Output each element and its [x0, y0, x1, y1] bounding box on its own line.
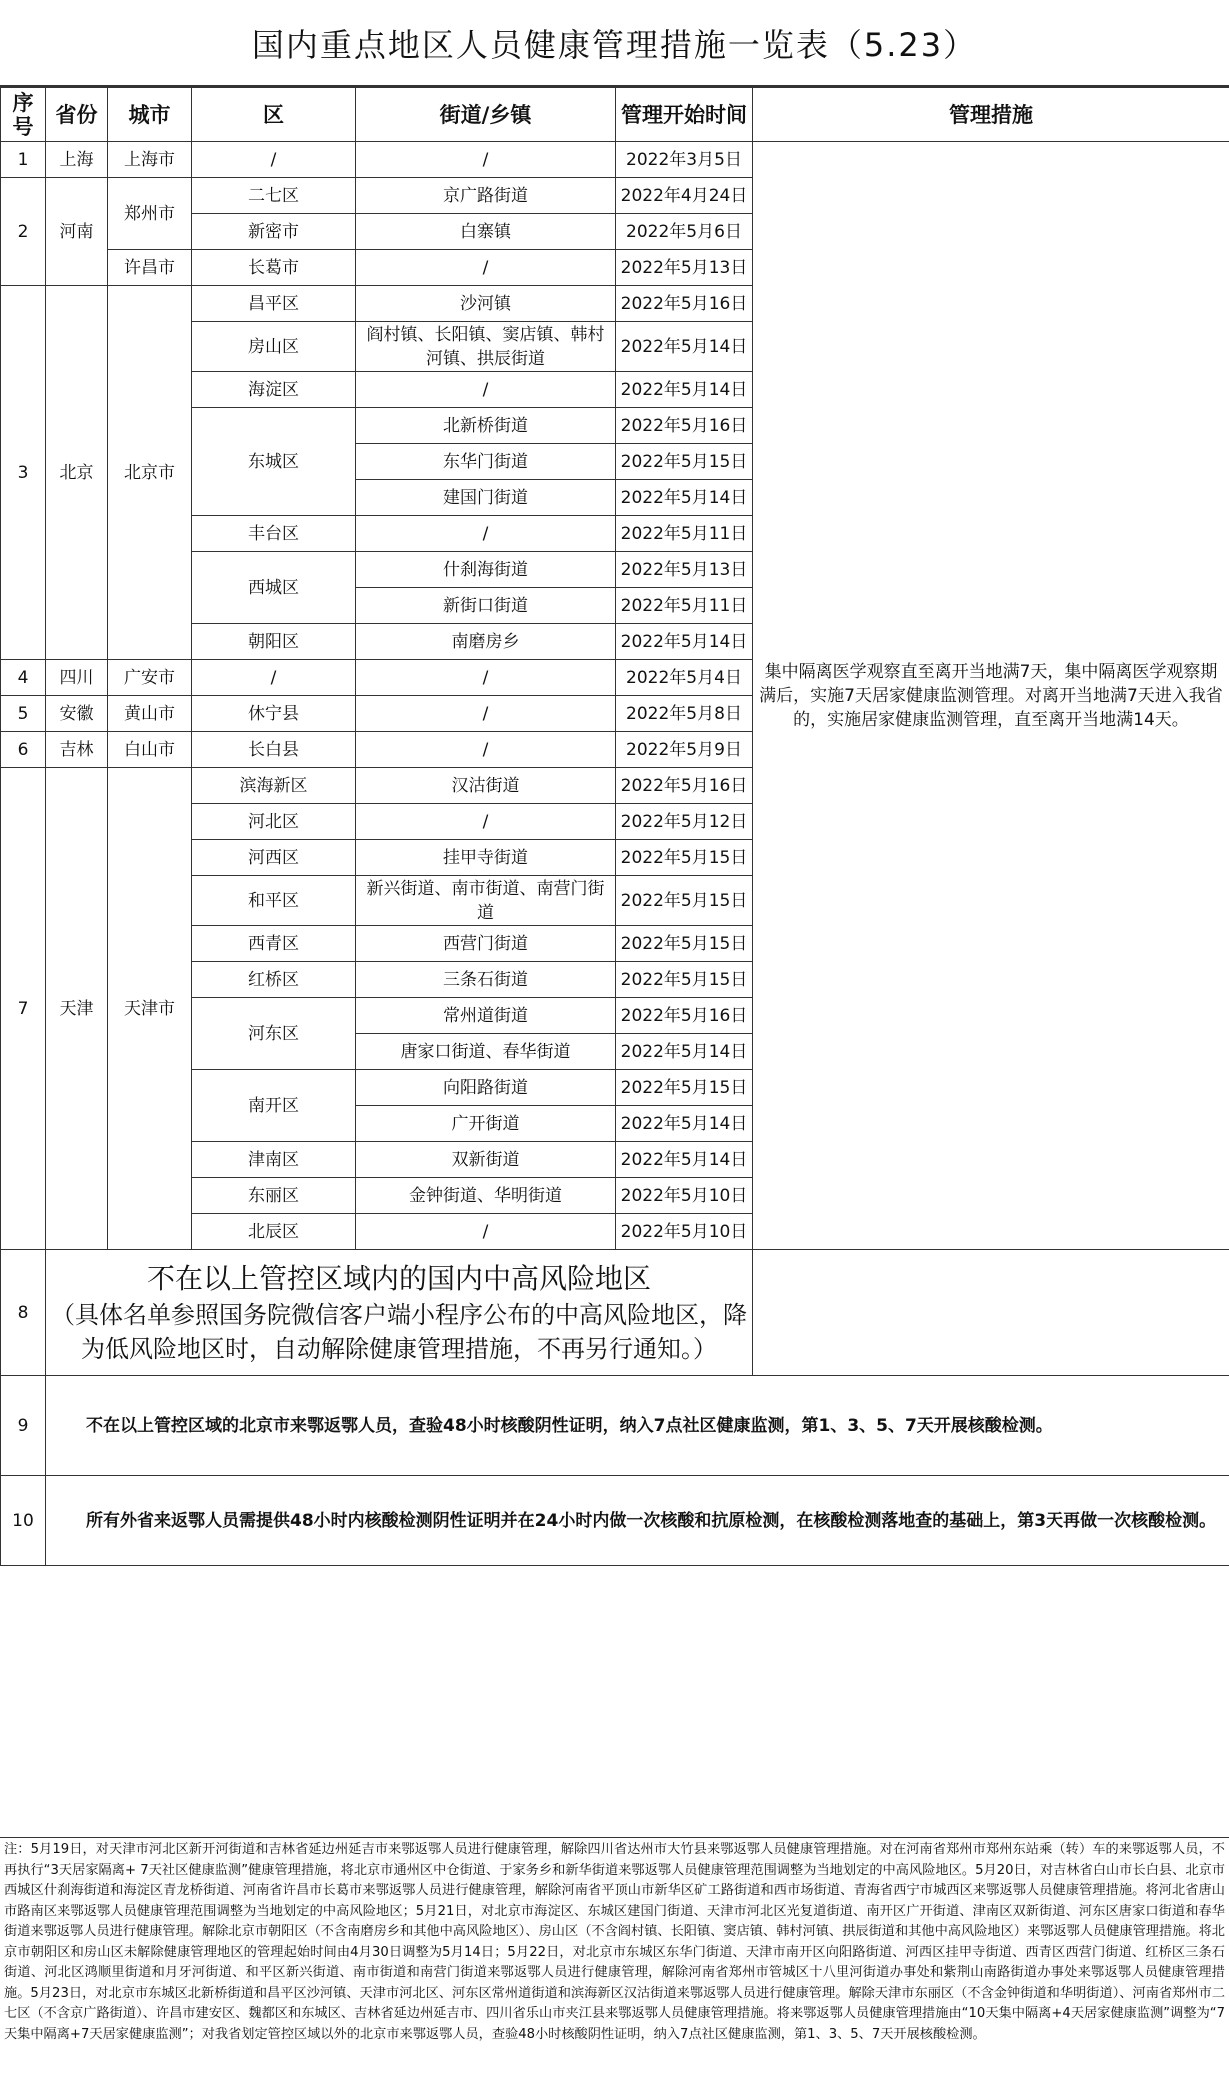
start-date-cell: 2022年5月14日	[616, 1106, 753, 1142]
measure-cell: 集中隔离医学观察直至离开当地满7天，集中隔离医学观察期满后，实施7天居家健康监测管理。对离开当地满7天进入我省的，实施居家健康监测管理，直至离开当地满14天。	[753, 142, 1229, 1250]
street-cell: 东华门街道	[356, 444, 616, 480]
province-cell: 河南	[46, 178, 108, 286]
street-cell: /	[356, 372, 616, 408]
district-cell: 新密市	[192, 214, 356, 250]
table-row-9	[1, 1376, 1229, 1476]
street-cell: 广开街道	[356, 1106, 616, 1142]
street-cell: 汉沽街道	[356, 768, 616, 804]
street-cell: 新兴街道、南市街道、南营门街道	[356, 876, 616, 926]
start-date-cell: 2022年5月14日	[616, 1034, 753, 1070]
district-cell: 东城区	[192, 408, 356, 516]
street-cell: /	[356, 804, 616, 840]
street-cell: /	[356, 142, 616, 178]
city-cell: 天津市	[108, 768, 192, 1250]
district-cell: 二七区	[192, 178, 356, 214]
header-street: 街道/乡镇	[356, 88, 616, 142]
row-number: 2	[1, 178, 46, 286]
district-cell: 津南区	[192, 1142, 356, 1178]
table-row-10	[1, 1476, 1229, 1566]
street-cell: 京广路街道	[356, 178, 616, 214]
street-cell: 挂甲寺街道	[356, 840, 616, 876]
street-cell: /	[356, 516, 616, 552]
street-cell: 金钟街道、华明街道	[356, 1178, 616, 1214]
start-date-cell: 2022年5月16日	[616, 286, 753, 322]
street-cell: 什刹海街道	[356, 552, 616, 588]
table-row-8	[1, 1250, 1229, 1376]
district-cell: 休宁县	[192, 696, 356, 732]
district-cell: 滨海新区	[192, 768, 356, 804]
start-date-cell: 2022年5月15日	[616, 926, 753, 962]
row-number: 4	[1, 660, 46, 696]
street-cell: 白寨镇	[356, 214, 616, 250]
start-date-cell: 2022年5月16日	[616, 408, 753, 444]
row8-sub: （具体名单参照国务院微信客户端小程序公布的中高风险地区，降为低风险地区时，自动解除健康管理措施，不再另行通知。）	[51, 1300, 747, 1363]
start-date-cell: 2022年5月14日	[616, 322, 753, 372]
street-cell: 常州道街道	[356, 998, 616, 1034]
province-cell: 上海	[46, 142, 108, 178]
start-date-cell: 2022年5月14日	[616, 624, 753, 660]
row-number: 3	[1, 286, 46, 660]
district-cell: 河西区	[192, 840, 356, 876]
district-cell: 和平区	[192, 876, 356, 926]
street-cell: /	[356, 696, 616, 732]
city-cell: 黄山市	[108, 696, 192, 732]
start-date-cell: 2022年5月15日	[616, 876, 753, 926]
city-cell: 北京市	[108, 286, 192, 660]
start-date-cell: 2022年5月13日	[616, 552, 753, 588]
district-cell: 海淀区	[192, 372, 356, 408]
start-date-cell: 2022年5月14日	[616, 480, 753, 516]
management-table	[0, 87, 1229, 1566]
header-measure: 管理措施	[753, 88, 1229, 142]
header-city: 城市	[108, 88, 192, 142]
street-cell: 阎村镇、长阳镇、窦店镇、韩村河镇、拱辰街道	[356, 322, 616, 372]
header-start-date: 管理开始时间	[616, 88, 753, 142]
start-date-cell: 2022年3月5日	[616, 142, 753, 178]
street-cell: /	[356, 250, 616, 286]
footnote: 注：5月19日，对天津市河北区新开河街道和吉林省延边州延吉市来鄂返鄂人员进行健康管理，解除四川省达州市大竹县来鄂返鄂人员健康管理措施。对在河南省郑州市郑州东站乘（转）车的来鄂返鄂人员，不再执行“3天居家隔离+ 7天社区健康监测”健康管理措施，将北京市通州区中仓街道、于家务乡和新华街道来鄂返鄂人员健康管理范围调整为当地划定的中高风险地区。5月20日，对吉林省白山市长白县、北京市西城区什刹海街道和海淀区青龙桥街道、河南省许昌市长葛市来鄂返鄂人员进行健康管理，解除河南省平顶山市新华区矿工路街道和西市场街道、青海省西宁市城西区来鄂返鄂人员健康管理措施。将河北省唐山市路南区来鄂返鄂人员健康管理范围调整为当地划定的中高风险地区；5月21日，对北京市海淀区、东城区建国门街道、天津市河北区光复道街道、南开区广开街道、津南区双新街道、河东区唐家口街道和春华街道来鄂返鄂人员进行健康管理。解除北京市朝阳区（不含南磨房乡和其他中高风险地区）、房山区（不含阎村镇、长阳镇、窦店镇、韩村河镇、拱辰街道和其他中高风险地区）来鄂返鄂人员健康管理措施。将北京市朝阳区和房山区未解除健康管理地区的管理起始时间由4月30日调整为5月14日；5月22日，对北京市东城区东华门街道、天津市南开区向阳路街道、河西区挂甲寺街道、西青区西营门街道、红桥区三条石街道、河北区鸿顺里街道和月牙河街道、和平区新兴街道、南市街道和南营门街道来鄂返鄂人员进行健康管理，解除河南省郑州市管城区十八里河街道办事处和紫荆山南路街道办事处来鄂返鄂人员健康管理措施。5月23日，对北京市东城区北新桥街道和昌平区沙河镇、天津市河北区、河东区常州道街道和滨海新区汉沽街道来鄂返鄂人员进行健康管理。解除天津市东丽区（不含金钟街道和华明街道）、河南省郑州市二七区（不含京广路街道）、许昌市建安区、魏都区和东城区、吉林省延边州延吉市、四川省乐山市夹江县来鄂返鄂人员健康管理措施。将来鄂返鄂人员健康管理措施由“10天集中隔离+4天居家健康监测”调整为“7天集中隔离+7天居家健康监测”；对我省划定管控区域以外的北京市来鄂返鄂人员，查验48小时核酸阴性证明，纳入7点社区健康监测，第1、3、5、7天开展核酸检测。	[0, 1837, 1229, 2093]
district-cell: /	[192, 660, 356, 696]
row-number: 8	[1, 1250, 46, 1376]
start-date-cell: 2022年5月11日	[616, 588, 753, 624]
city-cell: 上海市	[108, 142, 192, 178]
district-cell: 河北区	[192, 804, 356, 840]
start-date-cell: 2022年5月15日	[616, 1070, 753, 1106]
row-number: 7	[1, 768, 46, 1250]
header-district: 区	[192, 88, 356, 142]
province-cell: 天津	[46, 768, 108, 1250]
table-row	[1, 142, 1229, 178]
row-number: 6	[1, 732, 46, 768]
start-date-cell: 2022年4月24日	[616, 178, 753, 214]
street-cell: 唐家口街道、春华街道	[356, 1034, 616, 1070]
street-cell: 向阳路街道	[356, 1070, 616, 1106]
district-cell: 东丽区	[192, 1178, 356, 1214]
street-cell: /	[356, 1214, 616, 1250]
street-cell: 三条石街道	[356, 962, 616, 998]
start-date-cell: 2022年5月10日	[616, 1178, 753, 1214]
start-date-cell: 2022年5月9日	[616, 732, 753, 768]
page-title: 国内重点地区人员健康管理措施一览表（5.23）	[0, 0, 1229, 87]
row-number: 10	[1, 1476, 46, 1566]
city-cell: 白山市	[108, 732, 192, 768]
header-no: 序号	[1, 88, 46, 142]
row-number: 1	[1, 142, 46, 178]
start-date-cell: 2022年5月15日	[616, 962, 753, 998]
row9-text: 不在以上管控区域的北京市来鄂返鄂人员，查验48小时核酸阴性证明，纳入7点社区健康监测，第1、3、5、7天开展核酸检测。	[46, 1376, 1229, 1476]
district-cell: 红桥区	[192, 962, 356, 998]
start-date-cell: 2022年5月6日	[616, 214, 753, 250]
row8-content	[46, 1250, 753, 1376]
row8-main: 不在以上管控区域内的国内中高风险地区	[146, 1261, 651, 1295]
row-number: 9	[1, 1376, 46, 1476]
start-date-cell: 2022年5月8日	[616, 696, 753, 732]
street-cell: 双新街道	[356, 1142, 616, 1178]
start-date-cell: 2022年5月4日	[616, 660, 753, 696]
district-cell: 西青区	[192, 926, 356, 962]
province-cell: 北京	[46, 286, 108, 660]
start-date-cell: 2022年5月10日	[616, 1214, 753, 1250]
street-cell: /	[356, 660, 616, 696]
province-cell: 吉林	[46, 732, 108, 768]
district-cell: 朝阳区	[192, 624, 356, 660]
district-cell: 丰台区	[192, 516, 356, 552]
row10-text: 所有外省来返鄂人员需提供48小时内核酸检测阴性证明并在24小时内做一次核酸和抗原检测，在核酸检测落地查的基础上，第3天再做一次核酸检测。	[46, 1476, 1229, 1566]
start-date-cell: 2022年5月14日	[616, 372, 753, 408]
street-cell: 西营门街道	[356, 926, 616, 962]
header-province: 省份	[46, 88, 108, 142]
row-number: 5	[1, 696, 46, 732]
district-cell: 长白县	[192, 732, 356, 768]
district-cell: 房山区	[192, 322, 356, 372]
start-date-cell: 2022年5月16日	[616, 768, 753, 804]
start-date-cell: 2022年5月13日	[616, 250, 753, 286]
start-date-cell: 2022年5月14日	[616, 1142, 753, 1178]
province-cell: 四川	[46, 660, 108, 696]
city-cell: 许昌市	[108, 250, 192, 286]
street-cell: 建国门街道	[356, 480, 616, 516]
header-row	[1, 88, 1229, 142]
district-cell: 河东区	[192, 998, 356, 1070]
district-cell: 昌平区	[192, 286, 356, 322]
street-cell: 新街口街道	[356, 588, 616, 624]
city-cell: 郑州市	[108, 178, 192, 250]
start-date-cell: 2022年5月15日	[616, 840, 753, 876]
start-date-cell: 2022年5月16日	[616, 998, 753, 1034]
street-cell: 北新桥街道	[356, 408, 616, 444]
district-cell: 北辰区	[192, 1214, 356, 1250]
district-cell: 长葛市	[192, 250, 356, 286]
street-cell: 沙河镇	[356, 286, 616, 322]
street-cell: 南磨房乡	[356, 624, 616, 660]
start-date-cell: 2022年5月12日	[616, 804, 753, 840]
district-cell: /	[192, 142, 356, 178]
street-cell: /	[356, 732, 616, 768]
district-cell: 南开区	[192, 1070, 356, 1142]
city-cell: 广安市	[108, 660, 192, 696]
province-cell: 安徽	[46, 696, 108, 732]
start-date-cell: 2022年5月15日	[616, 444, 753, 480]
district-cell: 西城区	[192, 552, 356, 624]
start-date-cell: 2022年5月11日	[616, 516, 753, 552]
